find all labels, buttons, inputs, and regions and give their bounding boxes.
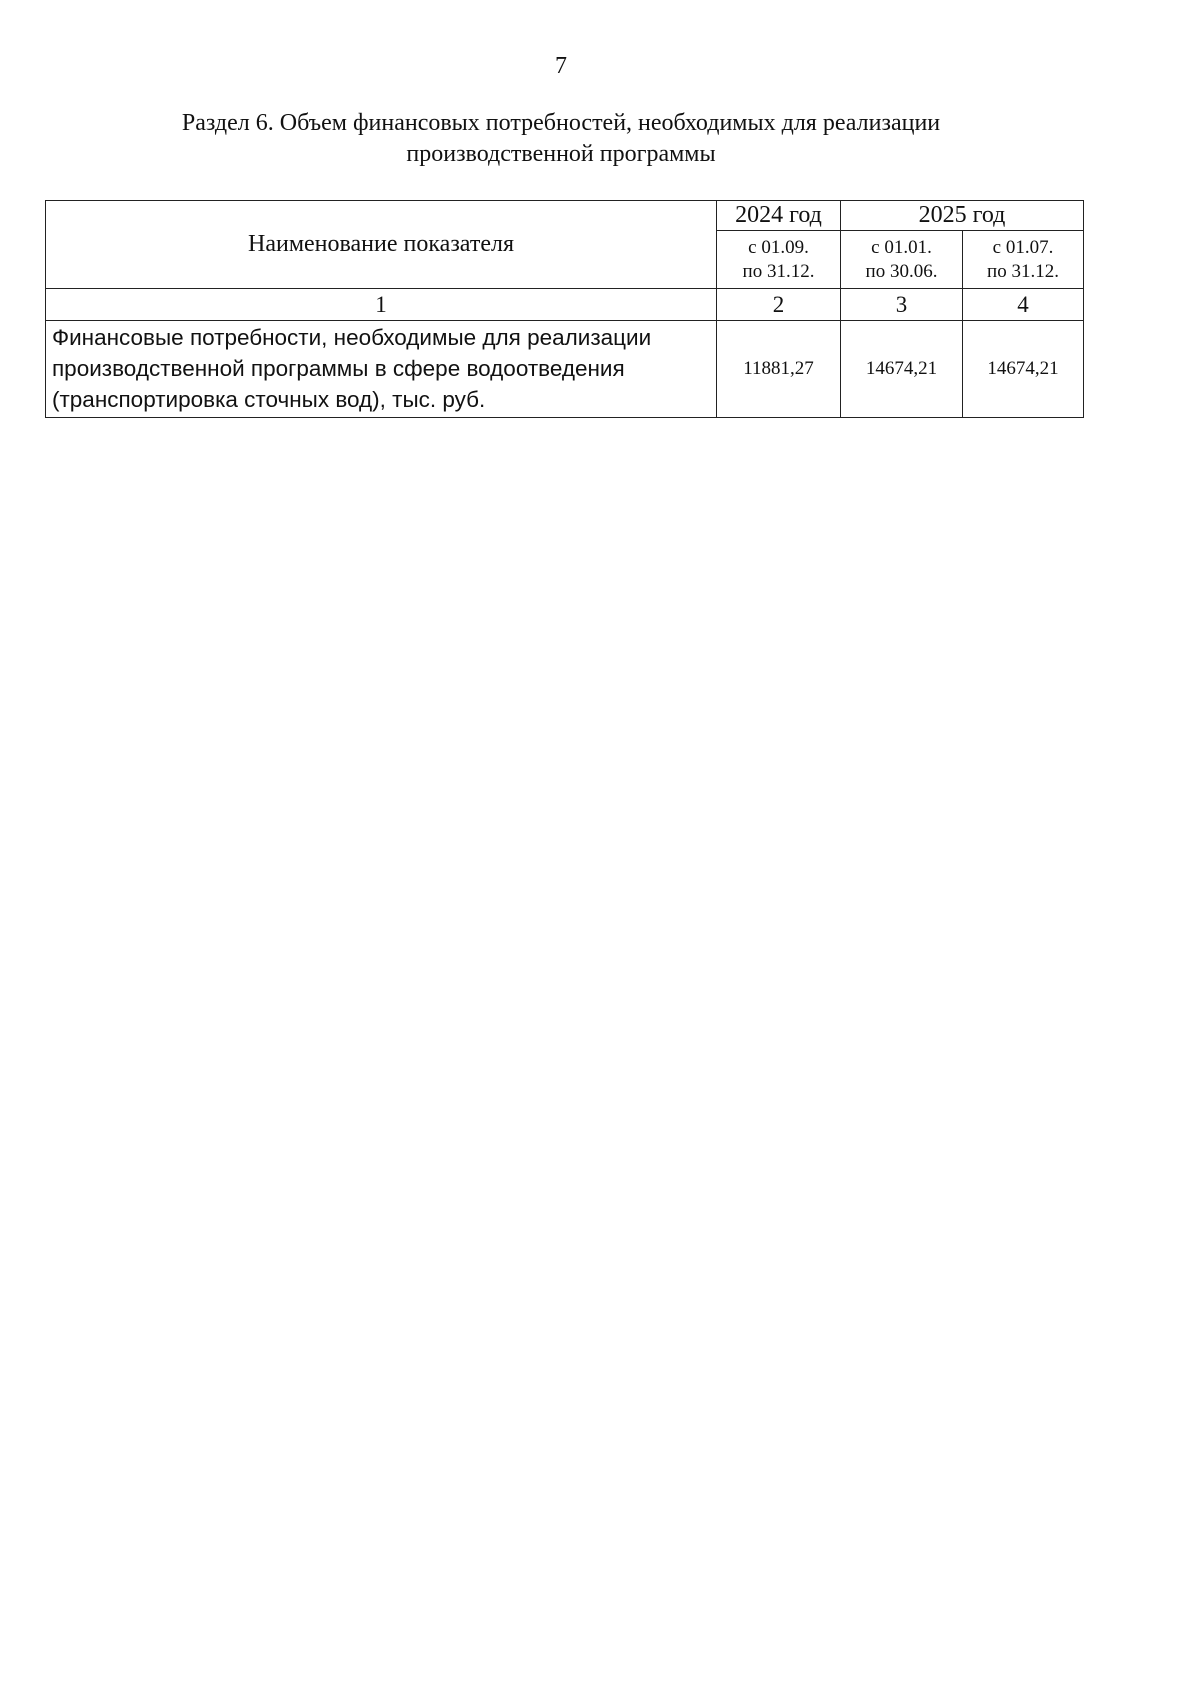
section-title [80,108,1042,170]
column-number-row [46,289,1084,321]
column-number: 2 [717,289,841,321]
year-header-2025: 2025 год [841,201,1084,231]
period-header-3 [963,231,1084,289]
column-number: 4 [963,289,1084,321]
period-from: с 01.09. [748,236,809,258]
period-header-1 [717,231,841,289]
indicator-name-header: Наименование показателя [46,201,717,289]
page-number: 7 [555,53,567,79]
indicator-name-line: (транспортировка сточных вод), тыс. руб. [52,387,486,412]
column-number: 1 [46,289,717,321]
period-from: с 01.07. [992,236,1054,258]
period-from: с 01.01. [871,236,932,258]
section-title-line-1: Раздел 6. Объем финансовых потребностей, необходимых для реализации [181,110,941,136]
period-to: по 30.06. [865,260,938,282]
period-to: по 31.12. [742,260,815,282]
indicator-name-line: производственной программы в сфере водоотведения [52,356,625,381]
value-2025-jan-jun: 14674,21 [841,321,963,418]
indicator-name-cell [46,321,717,418]
financial-needs-table [45,200,1084,418]
header-row-years [46,201,1084,231]
value-2024-sep-dec: 11881,27 [717,321,841,418]
indicator-name-line: Финансовые потребности, необходимые для реализации [52,325,652,350]
period-header-2 [841,231,963,289]
year-header-2024: 2024 год [717,201,841,231]
table-row [46,321,1084,418]
value-2025-jul-dec: 14674,21 [963,321,1084,418]
period-to: по 31.12. [987,260,1059,282]
section-title-line-2: производственной программы [406,141,716,167]
column-number: 3 [841,289,963,321]
